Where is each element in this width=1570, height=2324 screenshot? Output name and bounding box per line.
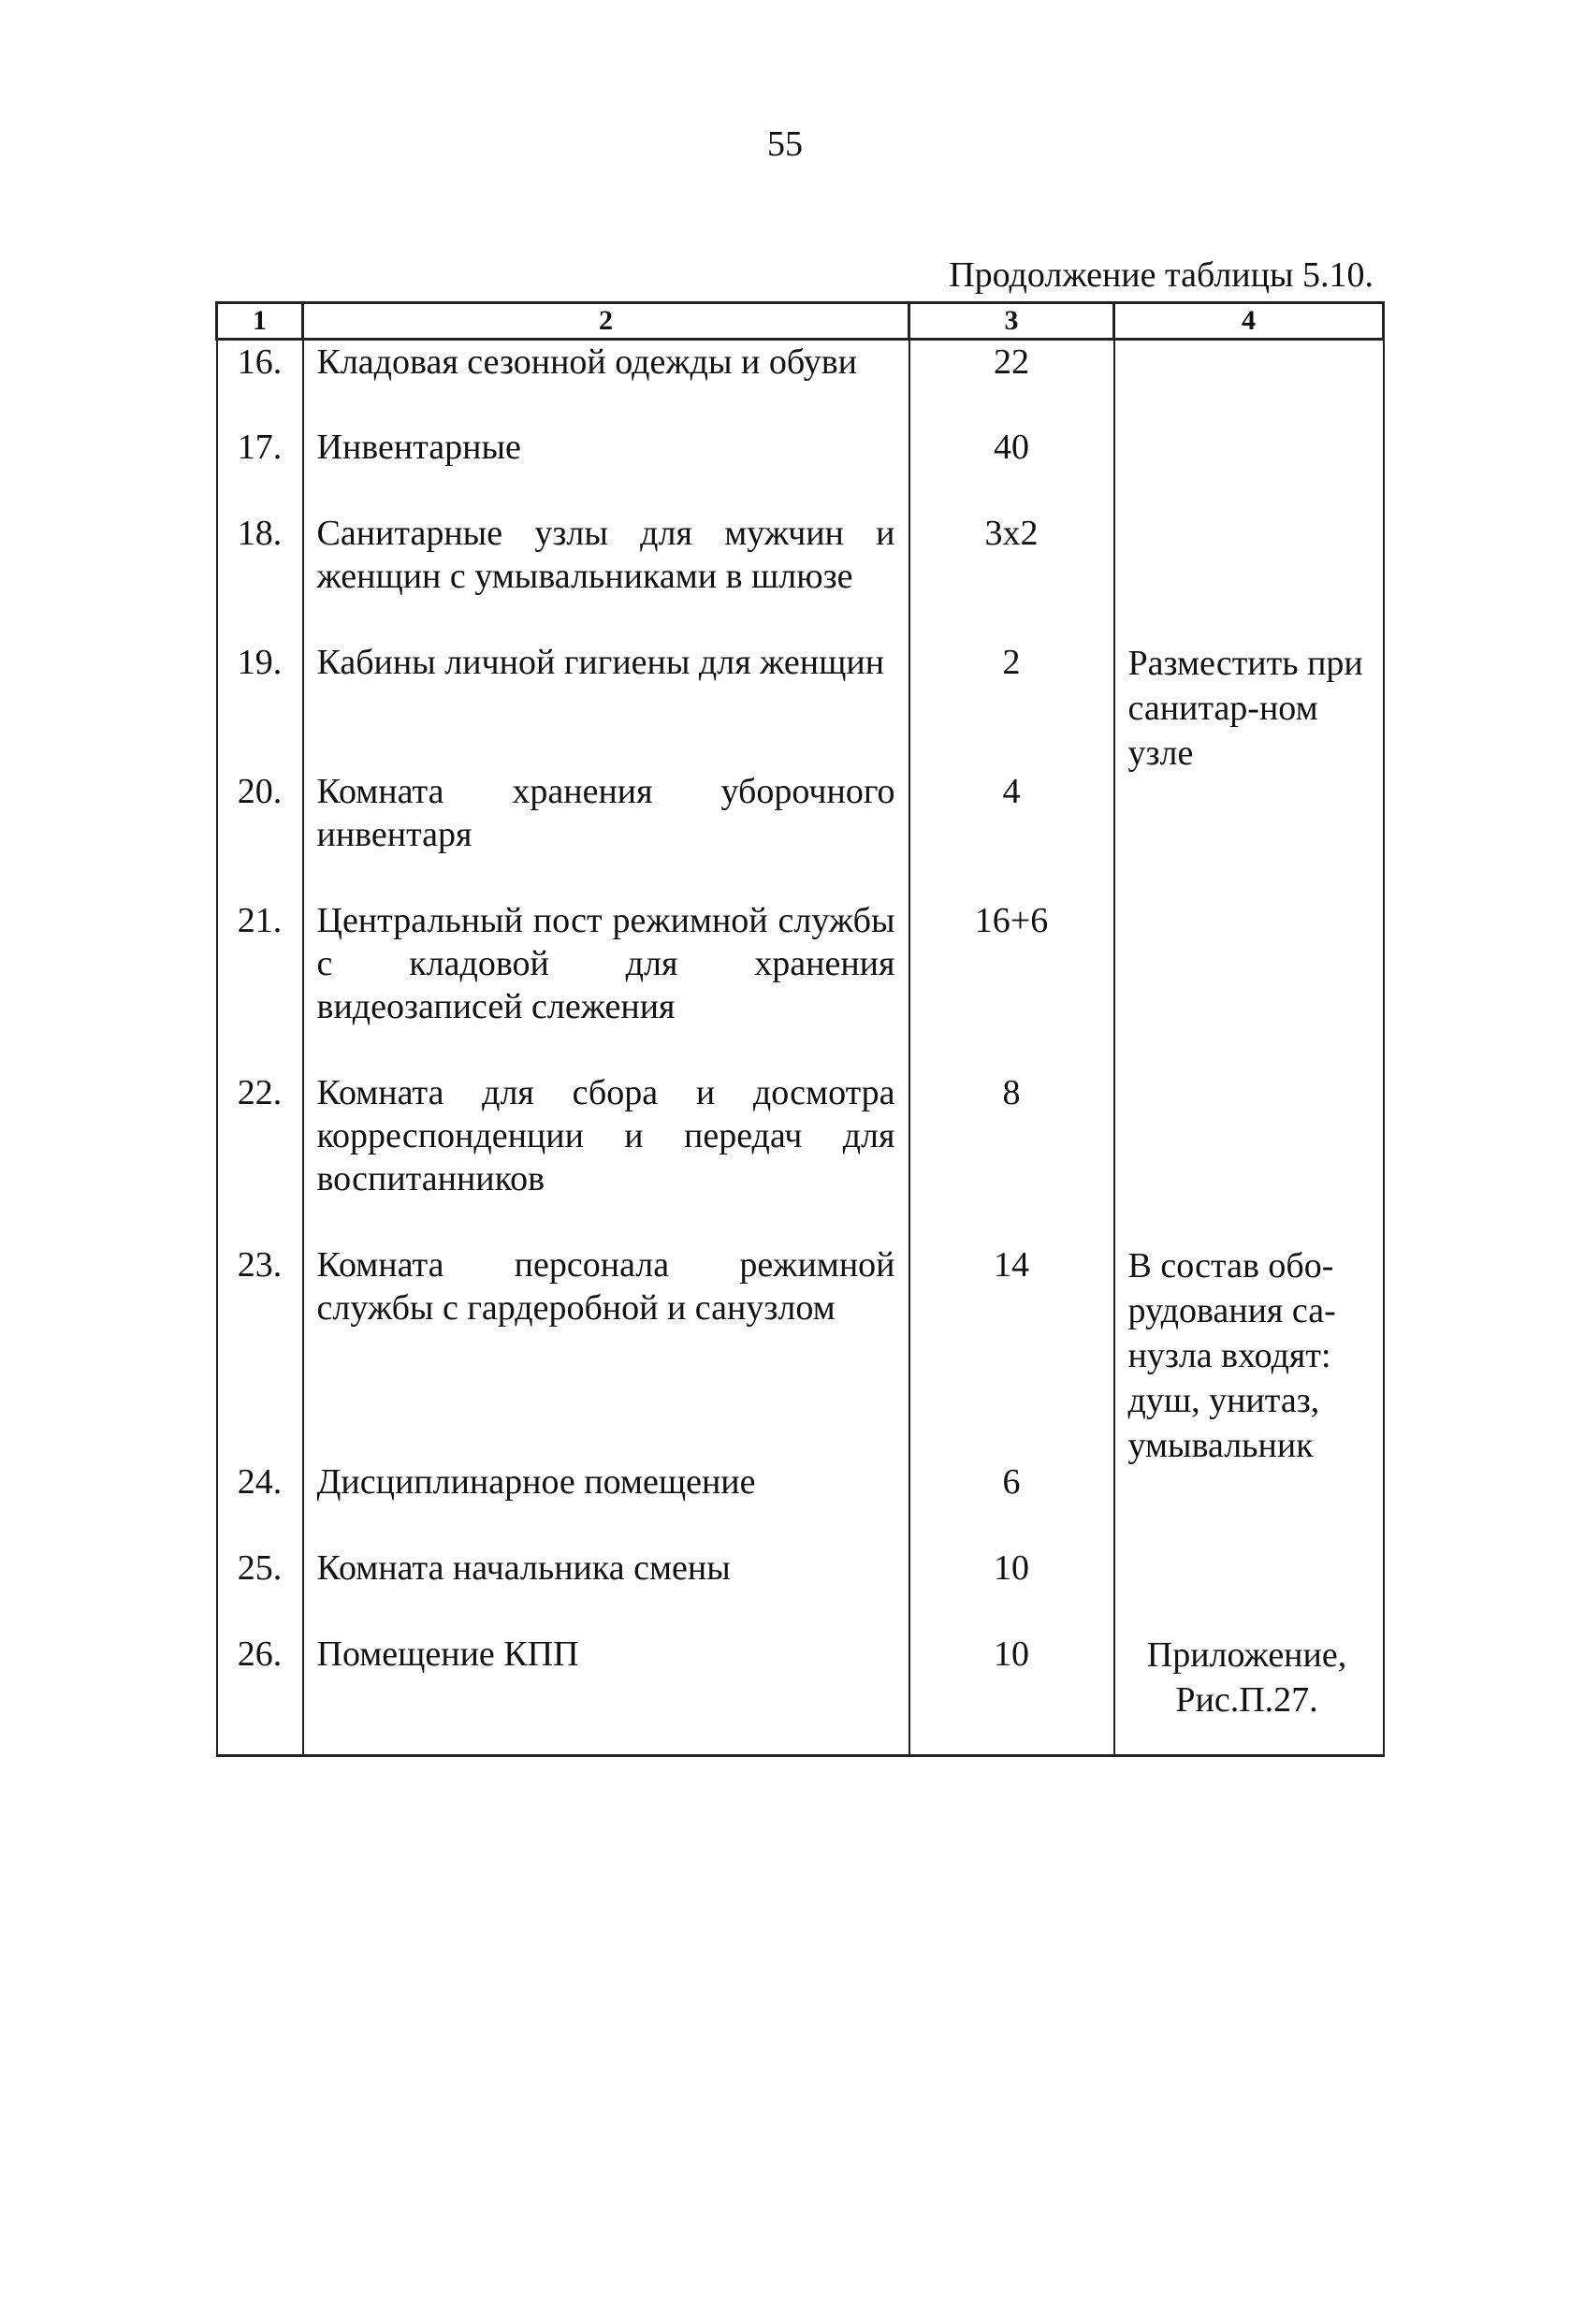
row-number: 24.: [217, 1460, 303, 1547]
row-note-equipment: В состав обо-рудования са-нузла входят: душ, унитаз, умывальник: [1114, 1243, 1384, 1547]
row-quantity: 40: [909, 426, 1114, 512]
header-col-2: 2: [303, 303, 909, 340]
row-quantity: 14: [909, 1243, 1114, 1460]
table-row: [217, 641, 1384, 770]
row-name: Комната для сбора и досмотра корреспонденции и передач для воспитанников: [303, 1071, 909, 1243]
row-name: Комната персонала режимной службы с гардеробной и санузлом: [303, 1243, 909, 1460]
header-col-1: 1: [217, 303, 303, 340]
row-number: 21.: [217, 899, 303, 1071]
row-quantity: 4: [909, 770, 1114, 899]
table-row: [217, 899, 1384, 1071]
header-col-3: 3: [909, 303, 1114, 340]
row-note: [1114, 1071, 1384, 1243]
row-quantity: 8: [909, 1071, 1114, 1243]
row-number: 23.: [217, 1243, 303, 1460]
row-quantity: 2: [909, 641, 1114, 770]
row-number: 22.: [217, 1071, 303, 1243]
table-row: [217, 426, 1384, 512]
row-number: 18.: [217, 512, 303, 641]
row-note-placement: Разместить при санитар-ном узле: [1114, 641, 1384, 899]
table-row: [217, 1547, 1384, 1633]
header-col-4: 4: [1114, 303, 1384, 340]
row-name: Кладовая сезонной одежды и обуви: [303, 340, 909, 426]
row-quantity: 16+6: [909, 899, 1114, 1071]
row-number: 20.: [217, 770, 303, 899]
table-header-row: [217, 303, 1384, 340]
table-row: [217, 1243, 1384, 1460]
page-number: 55: [767, 124, 803, 164]
row-name: Центральный пост режимной службы с кладовой для хранения видеозаписей слежения: [303, 899, 909, 1071]
row-name: Санитарные узлы для мужчин и женщин с умывальниками в шлюзе: [303, 512, 909, 641]
row-note: [1114, 899, 1384, 1071]
row-number: 19.: [217, 641, 303, 770]
data-table: [215, 301, 1385, 1757]
row-number: 16.: [217, 340, 303, 426]
row-quantity: 10: [909, 1633, 1114, 1756]
table-row: [217, 512, 1384, 641]
row-name: Помещение КПП: [303, 1633, 909, 1756]
row-name: Комната хранения уборочного инвентаря: [303, 770, 909, 899]
row-number: 26.: [217, 1633, 303, 1756]
row-note: [1114, 426, 1384, 512]
row-number: 25.: [217, 1547, 303, 1633]
row-quantity: 10: [909, 1547, 1114, 1633]
row-note-appendix: Приложение, Рис.П.27.: [1114, 1633, 1384, 1756]
table-caption: Продолжение таблицы 5.10.: [949, 255, 1374, 295]
row-name: Кабины личной гигиены для женщин: [303, 641, 909, 770]
row-note: [1114, 340, 1384, 426]
table-row: [217, 1633, 1384, 1756]
row-note: [1114, 1547, 1384, 1633]
row-note: [1114, 512, 1384, 641]
row-number: 17.: [217, 426, 303, 512]
row-quantity: 6: [909, 1460, 1114, 1547]
table-row: [217, 1071, 1384, 1243]
row-quantity: 3x2: [909, 512, 1114, 641]
row-name: Инвентарные: [303, 426, 909, 512]
row-name: Комната начальника смены: [303, 1547, 909, 1633]
row-quantity: 22: [909, 340, 1114, 426]
table-row: [217, 340, 1384, 426]
row-name: Дисциплинарное помещение: [303, 1460, 909, 1547]
